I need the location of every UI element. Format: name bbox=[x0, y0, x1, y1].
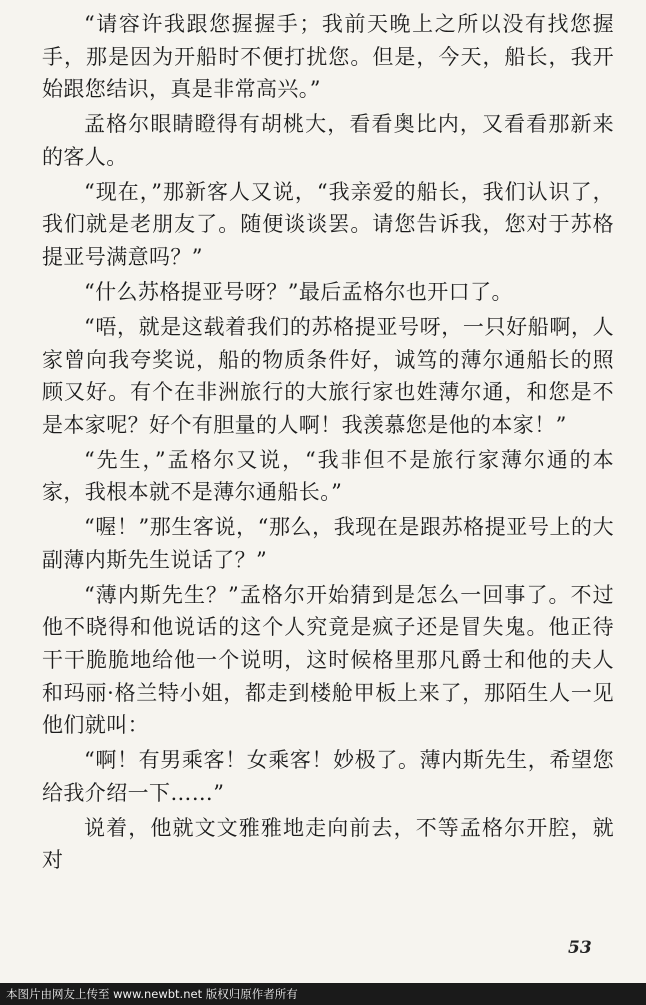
paragraph-7: “喔！”那生客说，“那么，我现在是跟苏格提亚号上的大副薄内斯先生说话了？” bbox=[42, 515, 614, 572]
body-text bbox=[42, 8, 614, 879]
paragraph-9: “啊！有男乘客！女乘客！妙极了。薄内斯先生，希望您给我介绍一下……” bbox=[42, 748, 614, 805]
paragraph-3: “现在，”那新客人又说，“我亲爱的船长，我们认识了，我们就是老朋友了。随便谈谈罢。请您告诉我，您对于苏格提亚号满意吗？” bbox=[42, 179, 614, 269]
paragraph-2: 孟格尔眼睛瞪得有胡桃大，看看奥比内，又看看那新来的客人。 bbox=[42, 112, 614, 169]
paragraph-6: “先生，”孟格尔又说，“我非但不是旅行家薄尔通的本家，我根本就不是薄尔通船长。” bbox=[42, 447, 614, 505]
paragraph-4: “什么苏格提亚号呀？”最后孟格尔也开口了。 bbox=[84, 279, 513, 304]
paragraph-5: “唔，就是这载着我们的苏格提亚号呀，一只好船啊，人家曾向我夸奖说，船的物质条件好，诚笃的薄尔通船长的照顾又好。有个在非洲旅行的大旅行家也姓薄尔通，和您是不是本家呢？好个有胆量的人啊！我羡慕您是他的本家！” bbox=[42, 314, 614, 437]
page-number: 53 bbox=[568, 938, 592, 958]
paragraph-8: “薄内斯先生？”孟格尔开始猜到是怎么一回事了。不过他不晓得和他说话的这个人究竟是疯子还是冒失鬼。他正待干干脆脆地给他一个说明，这时候格里那凡爵士和他的夫人和玛丽·格兰特小姐，都走到楼舱甲板上来了，那陌生人一见他们就叫： bbox=[42, 582, 614, 738]
paragraph-10: 说着，他就文文雅雅地走向前去，不等孟格尔开腔，就对 bbox=[42, 815, 614, 873]
watermark-footer: 本图片由网友上传至 www.newbt.net 版权归原作者所有 bbox=[0, 983, 646, 1005]
paragraph-1: “请容许我跟您握握手；我前天晚上之所以没有找您握手，那是因为开船时不便打扰您。但是，今天，船长，我开始跟您结识，真是非常高兴。” bbox=[42, 12, 614, 102]
